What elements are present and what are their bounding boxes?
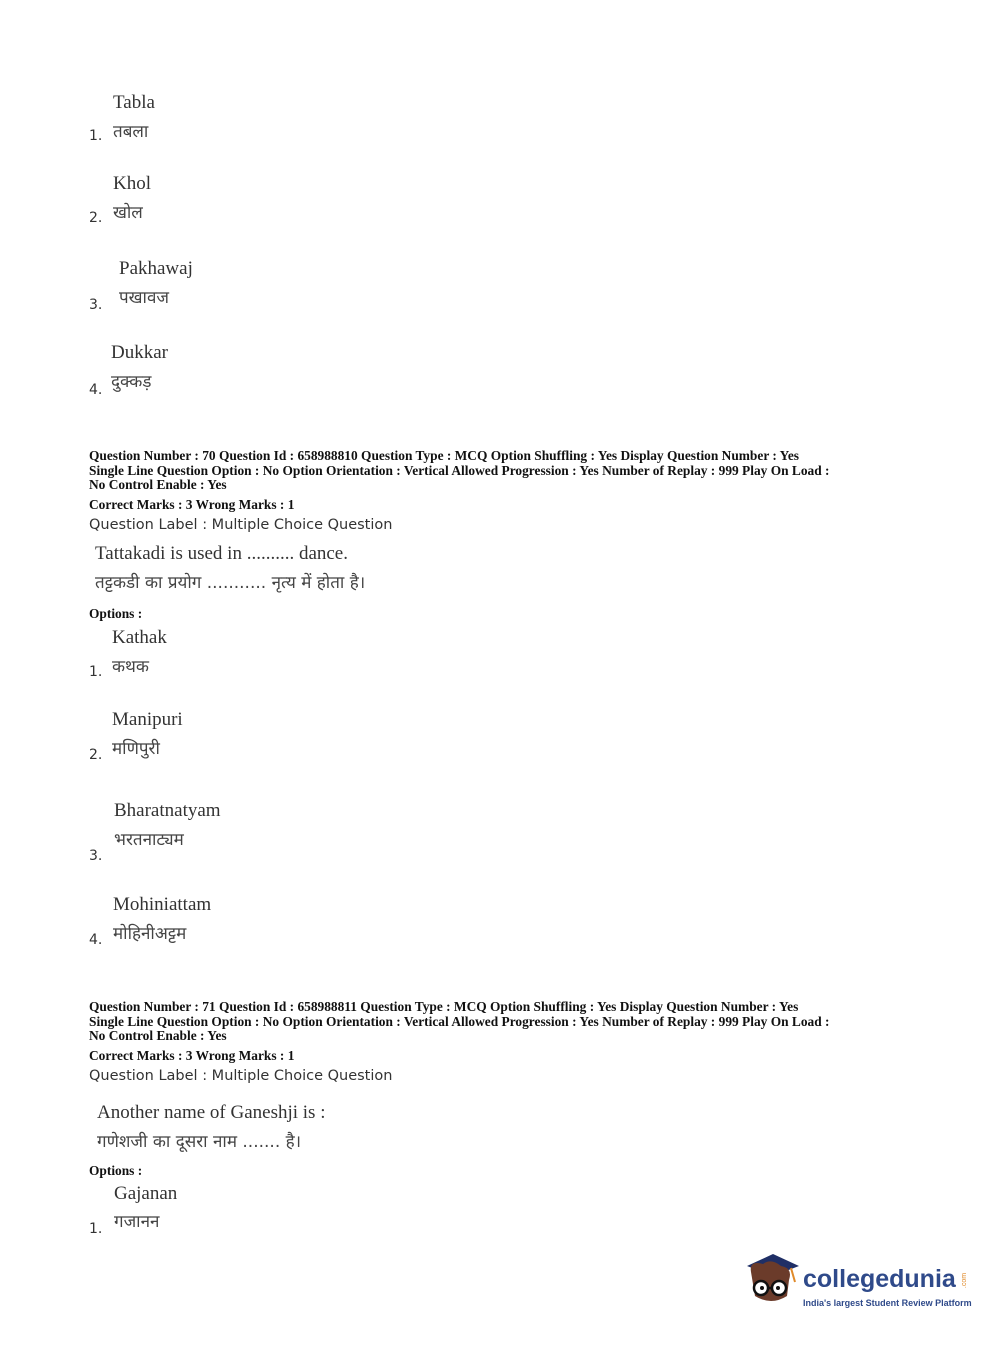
option-text-hi: मोहिनीअट्टम <box>113 924 187 944</box>
question-meta-line: Question Number : 71 Question Id : 658988811 Question Type : MCQ Option Shuffling : Yes Display Question Number : Yes <box>89 999 799 1014</box>
question-text-hi: गणेशजी का दूसरा नाम ....... है। <box>97 1132 302 1152</box>
question-meta-line: No Control Enable : Yes <box>89 477 227 492</box>
option-text-hi: दुक्कड़ <box>111 372 152 392</box>
question-label: Question Label : Multiple Choice Question <box>89 1068 393 1084</box>
question-marks: Correct Marks : 3 Wrong Marks : 1 <box>89 1048 295 1063</box>
options-heading: Options : <box>89 606 143 621</box>
option-number: 2. <box>89 210 103 226</box>
option-text-en: Mohiniattam <box>113 894 212 915</box>
option-number: 4. <box>89 382 103 398</box>
option-text-en: Dukkar <box>111 342 168 363</box>
logo-tagline: India's largest Student Review Platform <box>803 1298 972 1308</box>
question-text-hi: तट्टकडी का प्रयोग ........... नृत्य में होता है। <box>95 573 366 593</box>
option-text-hi: भरतनाट्यम <box>114 830 184 850</box>
question-meta-line: Single Line Question Option : No Option Orientation : Vertical Allowed Progression : Yes Number of Replay : 999 Play On Load : <box>89 463 830 478</box>
question-meta-line: No Control Enable : Yes <box>89 1028 227 1043</box>
question-marks: Correct Marks : 3 Wrong Marks : 1 <box>89 497 295 512</box>
option-number: 3. <box>89 297 103 313</box>
option-text-hi: मणिपुरी <box>112 739 160 759</box>
option-text-hi: कथक <box>112 657 149 677</box>
logo-name: collegedunia <box>803 1265 956 1293</box>
question-meta-line: Question Number : 70 Question Id : 658988810 Question Type : MCQ Option Shuffling : Yes Display Question Number : Yes <box>89 448 800 463</box>
question-text-en: Tattakadi is used in .......... dance. <box>95 543 348 564</box>
option-text-hi: तबला <box>113 122 149 142</box>
option-text-en: Kathak <box>112 627 167 648</box>
option-text-en: Khol <box>113 173 151 194</box>
question-text-en: Another name of Ganeshji is : <box>97 1102 326 1123</box>
logo-domain: .com <box>961 1272 969 1289</box>
option-text-hi: गजानन <box>114 1212 160 1232</box>
option-text-hi: खोल <box>113 203 143 223</box>
option-text-en: Manipuri <box>112 709 183 730</box>
option-text-en: Bharatnatyam <box>114 800 221 821</box>
question-meta-line: Single Line Question Option : No Option Orientation : Vertical Allowed Progression : Yes Number of Replay : 999 Play On Load : <box>89 1014 830 1029</box>
option-number: 1. <box>89 128 103 144</box>
option-number: 4. <box>89 932 103 948</box>
option-text-en: Tabla <box>113 92 155 113</box>
option-text-hi: पखावज <box>119 288 170 308</box>
option-number: 1. <box>89 664 103 680</box>
question-label: Question Label : Multiple Choice Question <box>89 517 393 533</box>
option-number: 3. <box>89 848 103 864</box>
mascot-icon <box>741 1250 801 1310</box>
option-number: 1. <box>89 1221 103 1237</box>
option-text-en: Pakhawaj <box>119 258 193 279</box>
options-heading: Options : <box>89 1163 143 1178</box>
option-number: 2. <box>89 747 103 763</box>
option-text-en: Gajanan <box>114 1183 178 1204</box>
